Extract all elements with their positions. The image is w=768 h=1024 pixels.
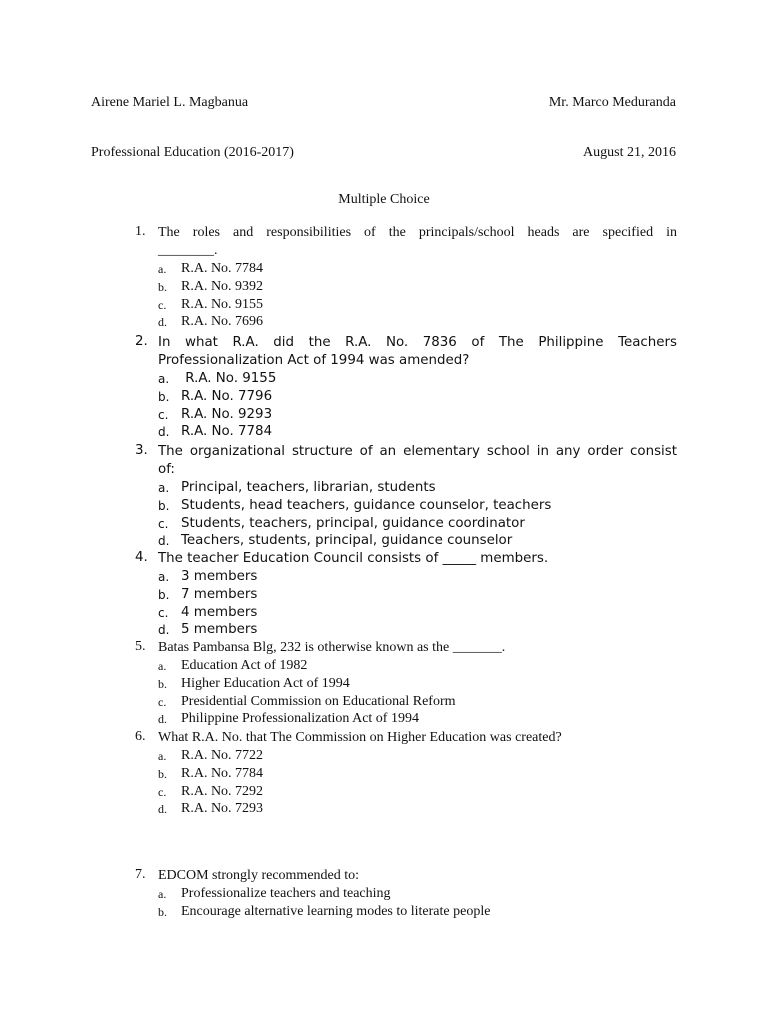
choice-list [158, 479, 677, 550]
choice-text: R.A. No. 7784 [181, 765, 264, 781]
choice-text: R.A. No. 9155 [181, 296, 264, 312]
choice-b [158, 675, 677, 693]
choice-letter: c. [158, 605, 169, 620]
question-1 [135, 224, 677, 331]
choice-list [158, 885, 677, 921]
choice-text: R.A. No. 9392 [181, 278, 264, 294]
student-name: Airene Mariel L. Magbanua [91, 95, 249, 110]
choice-text: Philippine Professionalization Act of 1994 [181, 711, 419, 727]
question-number: 3. [135, 443, 148, 458]
choice-text: Students, head teachers, guidance counselor, teachers [181, 497, 552, 513]
choice-list [158, 747, 677, 818]
choice-text: R.A. No. 9155 [181, 371, 277, 386]
choice-list [158, 260, 677, 331]
choice-list [158, 568, 677, 639]
choice-text: Teachers, students, principal, guidance counselor [181, 533, 513, 549]
choice-letter: a. [158, 659, 167, 673]
choice-letter: c. [158, 516, 169, 531]
choice-text: 4 members [181, 604, 258, 620]
question-text-line: What R.A. No. that The Commission on Higher Education was created? [158, 730, 562, 745]
choice-letter: d. [158, 623, 170, 638]
choice-c [158, 693, 677, 711]
choice-letter: c. [158, 407, 169, 422]
choice-text: R.A. No. 7796 [181, 388, 273, 404]
choice-a [158, 260, 677, 278]
choice-text: Principal, teachers, librarian, students [181, 480, 436, 495]
choice-text: R.A. No. 7784 [181, 424, 273, 440]
choice-text: R.A. No. 7784 [181, 261, 264, 276]
choice-letter: a. [158, 481, 170, 495]
choice-a [158, 479, 677, 497]
question-text-line: Professionalization Act of 1994 was amended? [158, 353, 470, 368]
choice-c [158, 604, 677, 622]
choice-text: R.A. No. 9293 [181, 406, 273, 422]
choice-text: Encourage alternative learning modes to literate people [181, 903, 491, 919]
question-number: 5. [135, 639, 146, 654]
header-row-course [91, 144, 676, 162]
choice-b [158, 765, 677, 783]
question-5 [135, 639, 677, 728]
question-text-line: In what R.A. did the R.A. No. 7836 of The Philippine Teachers [158, 335, 677, 350]
choice-letter: a. [158, 887, 167, 901]
choice-letter: a. [158, 749, 167, 763]
choice-c [158, 406, 677, 424]
choice-d [158, 710, 677, 728]
choice-a [158, 885, 677, 903]
choice-c [158, 296, 677, 314]
choice-letter: c. [158, 784, 167, 799]
choice-letter: a. [158, 372, 170, 386]
choice-text: Higher Education Act of 1994 [181, 675, 350, 691]
choice-b [158, 903, 677, 921]
question-number: 1. [135, 224, 146, 239]
choice-letter: b. [158, 587, 170, 602]
choice-text: R.A. No. 7696 [181, 314, 264, 330]
question-number: 2. [135, 334, 148, 349]
question-number: 7. [135, 867, 146, 882]
choice-letter: b. [158, 904, 167, 919]
instructor-name: Mr. Marco Meduranda [548, 95, 676, 110]
question-text-line: EDCOM strongly recommended to: [158, 868, 360, 883]
choice-letter: d. [158, 425, 170, 440]
section-title: Multiple Choice [338, 192, 430, 207]
choice-list [158, 370, 677, 441]
document-date: August 21, 2016 [583, 145, 676, 160]
question-text-line: The organizational structure of an elementary school in any order consist [158, 444, 677, 459]
question-2 [135, 334, 677, 441]
question-text-line: The teacher Education Council consists of _____ members. [158, 551, 549, 566]
choice-c [158, 783, 677, 801]
question-text-line: Batas Pambansa Blg, 232 is otherwise known as the _______. [158, 640, 506, 655]
choice-text: Professionalize teachers and teaching [181, 886, 391, 901]
choice-text: Students, teachers, principal, guidance coordinator [181, 515, 525, 531]
choice-d [158, 313, 677, 331]
choice-letter: b. [158, 279, 167, 294]
choice-letter: d. [158, 802, 167, 817]
choice-c [158, 515, 677, 533]
choice-d [158, 621, 677, 639]
question-text-line: ________. [158, 243, 218, 258]
question-text-line: of: [158, 462, 175, 477]
choice-letter: a. [158, 262, 167, 276]
choice-text: R.A. No. 7722 [181, 748, 264, 763]
choice-letter: d. [158, 534, 170, 549]
choice-letter: c. [158, 297, 167, 312]
choice-a [158, 657, 677, 675]
question-text-line: The roles and responsibilities of the principals/school heads are specified in [158, 225, 677, 240]
choice-text: Presidential Commission on Educational Reform [181, 693, 456, 709]
choice-list [158, 657, 677, 728]
choice-b [158, 497, 677, 515]
choice-letter: d. [158, 712, 167, 727]
question-number: 6. [135, 729, 146, 744]
choice-a [158, 370, 677, 388]
choice-text: 3 members [181, 569, 258, 584]
choice-text: R.A. No. 7292 [181, 783, 264, 799]
choice-text: 7 members [181, 586, 258, 602]
choice-b [158, 586, 677, 604]
choice-letter: a. [158, 570, 170, 584]
choice-letter: b. [158, 676, 167, 691]
choice-text: Education Act of 1982 [181, 658, 308, 673]
question-7 [135, 867, 677, 921]
choice-letter: b. [158, 766, 167, 781]
question-6 [135, 729, 677, 818]
choice-b [158, 278, 677, 296]
header-row-names [91, 94, 676, 112]
choice-letter: b. [158, 389, 170, 404]
choice-d [158, 532, 677, 550]
choice-a [158, 568, 677, 586]
choice-text: R.A. No. 7293 [181, 801, 264, 817]
question-number: 4. [135, 550, 148, 565]
choice-d [158, 800, 677, 818]
choice-a [158, 747, 677, 765]
choice-d [158, 423, 677, 441]
choice-text: 5 members [181, 622, 258, 638]
course-title: Professional Education (2016-2017) [91, 145, 294, 160]
choice-b [158, 388, 677, 406]
question-3 [135, 443, 677, 550]
choice-letter: b. [158, 498, 170, 513]
question-4 [135, 550, 677, 639]
choice-letter: c. [158, 694, 167, 709]
choice-letter: d. [158, 315, 167, 330]
